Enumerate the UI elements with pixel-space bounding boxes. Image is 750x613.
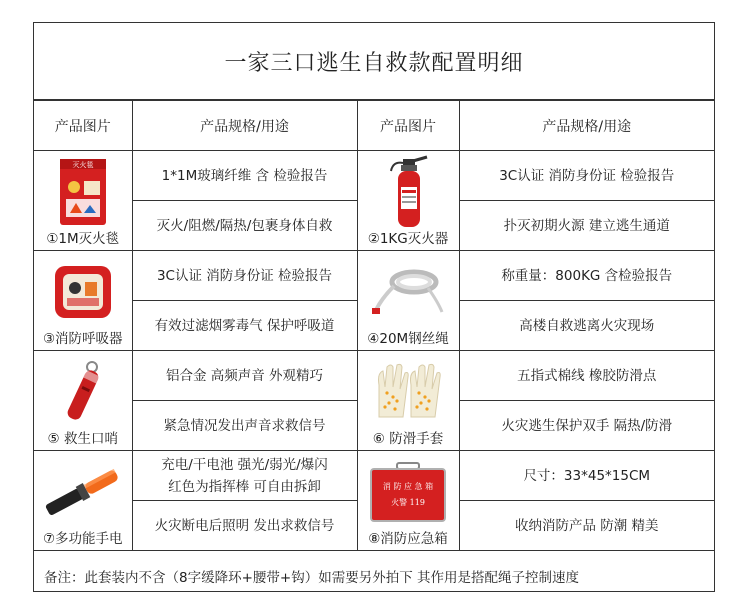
product-name: ④20M钢丝绳 xyxy=(367,331,449,347)
fire-blanket-label: 灭火毯 xyxy=(72,160,94,169)
product-name: ⑧消防应急箱 xyxy=(368,531,448,547)
header-product-image: 产品图片 xyxy=(34,101,132,151)
product-spec: 1*1M玻璃纤维 含 检验报告 xyxy=(132,151,357,201)
product-cell xyxy=(34,351,132,451)
product-table xyxy=(34,100,714,551)
product-spec: 火灾逃生保护双手 隔热/防滑 xyxy=(459,401,714,451)
table-row xyxy=(34,451,714,501)
emergency-box-icon xyxy=(367,461,449,523)
header-product-spec: 产品规格/用途 xyxy=(459,101,714,151)
table-row xyxy=(34,251,714,301)
product-cell xyxy=(357,351,459,451)
table-row xyxy=(34,151,714,201)
product-cell xyxy=(34,451,132,551)
config-sheet xyxy=(33,22,715,592)
product-spec: 3C认证 消防身份证 检验报告 xyxy=(459,151,714,201)
product-name: ⑥ 防滑手套 xyxy=(372,431,444,447)
product-name: ⑦多功能手电 xyxy=(42,531,123,547)
header-row xyxy=(34,101,714,151)
product-spec: 充电/干电池 强光/弱光/爆闪 红色为指挥棒 可自由拆卸 xyxy=(132,451,357,501)
product-cell xyxy=(357,251,459,351)
fire-blanket-icon xyxy=(54,157,112,227)
flashlight-icon xyxy=(41,460,125,524)
product-name: ③消防呼吸器 xyxy=(42,331,123,347)
product-spec: 有效过滤烟雾毒气 保护呼吸道 xyxy=(132,301,357,351)
product-spec: 灭火/阻燃/隔热/包裹身体自救 xyxy=(132,201,357,251)
product-cell xyxy=(357,151,459,251)
product-cell xyxy=(357,451,459,551)
emergency-box-label: 火警 119 xyxy=(391,497,425,507)
product-spec: 高楼自救逃离火灾现场 xyxy=(459,301,714,351)
product-spec: 火灾断电后照明 发出求救信号 xyxy=(132,501,357,551)
product-name: ②1KG灭火器 xyxy=(367,231,449,247)
whistle-icon xyxy=(58,357,108,427)
rope-icon xyxy=(368,262,448,322)
respirator-icon xyxy=(51,260,115,324)
product-spec: 紧急情况发出声音求救信号 xyxy=(132,401,357,451)
product-name: ⑤ 救生口哨 xyxy=(47,431,118,447)
product-spec: 收纳消防产品 防潮 精美 xyxy=(459,501,714,551)
product-cell xyxy=(34,151,132,251)
product-spec: 扑灭初期火源 建立逃生通道 xyxy=(459,201,714,251)
footnote: 备注：此套装内不含（8字缓降环+腰带+钩）如需要另外拍下 其作用是搭配绳子控制速度 xyxy=(44,570,580,586)
product-cell xyxy=(34,251,132,351)
page-title: 一家三口逃生自救款配置明细 xyxy=(34,23,714,100)
table-row xyxy=(34,351,714,401)
header-product-image: 产品图片 xyxy=(357,101,459,151)
product-spec: 铝合金 高频声音 外观精巧 xyxy=(132,351,357,401)
product-spec: 五指式棉线 橡胶防滑点 xyxy=(459,351,714,401)
product-spec: 尺寸：33*45*15CM xyxy=(459,451,714,501)
header-product-spec: 产品规格/用途 xyxy=(132,101,357,151)
fire-extinguisher-icon xyxy=(383,155,433,229)
product-spec: 3C认证 消防身份证 检验报告 xyxy=(132,251,357,301)
product-spec: 称重量：800KG 含检验报告 xyxy=(459,251,714,301)
gloves-icon xyxy=(371,359,445,425)
product-name: ①1M灭火毯 xyxy=(46,231,120,247)
emergency-box-label: 消 防 应 急 箱 xyxy=(382,481,434,491)
